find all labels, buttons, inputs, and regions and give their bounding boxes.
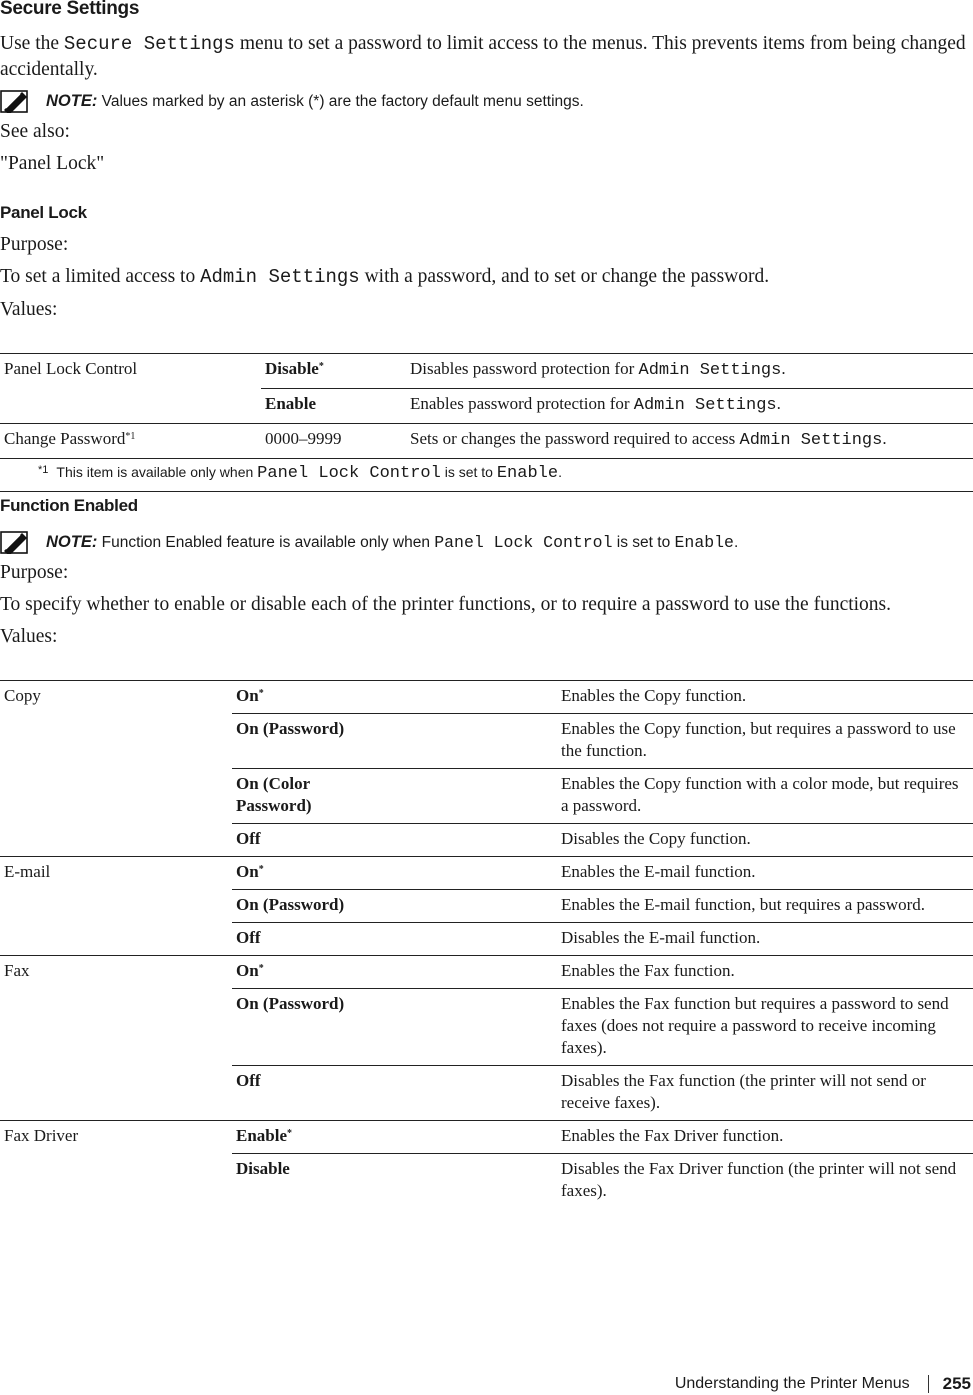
table-row — [0, 424, 973, 459]
table-cell-desc: Enables the Copy function. — [557, 681, 973, 714]
table-cell-desc: Enables the E-mail function. — [557, 857, 973, 890]
table-cell-desc: Enables the Fax function but requires a password to send faxes (does not require a password to receive incoming faxes). — [557, 989, 973, 1066]
table-cell-desc: Disables the Copy function. — [557, 824, 973, 857]
table-row — [0, 956, 973, 989]
table-row — [0, 1121, 973, 1154]
function-enabled-values-label: Values: — [0, 626, 58, 647]
table-footnote: $^{*1}$ This item is available only when Panel Lock Control is set to Enable. — [0, 459, 973, 492]
table-cell-value: Off — [232, 923, 557, 956]
function-enabled-purpose-text: To specify whether to enable or disable each of the printer functions, or to require a password to use the functions. — [0, 594, 892, 615]
note-pencil-icon — [0, 89, 30, 113]
section-intro: Use the Secure Settings menu to set a password to limit access to the menus. This prevents items from being changed accidentally. — [0, 33, 966, 80]
table-cell-item: Fax — [0, 956, 232, 1121]
table-cell-item — [0, 389, 261, 424]
table-cell-value: Disable — [232, 1154, 557, 1209]
note-function-enabled: NOTE: Function Enabled feature is available only when Panel Lock Control is set to Enable. — [0, 530, 738, 554]
table-cell-value: 0000–9999 — [261, 424, 406, 459]
table-cell-value: Off — [232, 824, 557, 857]
function-enabled-title: Function Enabled — [0, 496, 138, 515]
table-cell-item: E-mail — [0, 857, 232, 956]
table-row — [0, 354, 973, 389]
function-enabled-purpose-label: Purpose: — [0, 562, 69, 583]
footer-divider — [928, 1375, 929, 1393]
table-row — [0, 857, 973, 890]
table-cell-value: On (Password) — [232, 714, 557, 769]
table-cell-desc: Enables password protection for Admin Settings. — [406, 389, 973, 424]
note-defaults — [0, 89, 584, 113]
see-also-label: See also: — [0, 121, 70, 142]
table-cell-value: On* — [232, 956, 557, 989]
table-cell-value: On (Color Password) — [232, 769, 557, 824]
page-footer — [675, 1374, 971, 1394]
table-cell-desc: Enables the Fax function. — [557, 956, 973, 989]
note-pencil-icon — [0, 530, 30, 554]
table-cell-item: Copy — [0, 681, 232, 857]
table-cell-desc: Disables the Fax function (the printer will not send or receive faxes). — [557, 1066, 973, 1121]
panel-lock-table — [0, 353, 973, 492]
table-cell-value: Disable* — [261, 354, 406, 389]
table-cell-value: Enable — [261, 389, 406, 424]
panel-lock-purpose-label: Purpose: — [0, 234, 69, 255]
section-title: Secure Settings — [0, 0, 140, 19]
see-also-link[interactable]: "Panel Lock" — [0, 153, 105, 174]
function-enabled-table — [0, 680, 973, 1208]
panel-lock-title: Panel Lock — [0, 203, 87, 222]
footer-chapter: Understanding the Printer Menus — [674, 1375, 910, 1392]
table-cell-item: Fax Driver — [0, 1121, 232, 1209]
table-cell-desc: Enables the Fax Driver function. — [557, 1121, 973, 1154]
table-cell-desc: Disables the E-mail function. — [557, 923, 973, 956]
note-text: Values marked by an asterisk (*) are the factory default menu settings. — [97, 92, 584, 110]
table-cell-desc: Enables the Copy function, but requires a password to use the function. — [557, 714, 973, 769]
table-cell-desc: Disables the Fax Driver function (the printer will not send faxes). — [557, 1154, 973, 1209]
table-cell-value: On* — [232, 681, 557, 714]
table-cell-item: Panel Lock Control — [0, 354, 261, 389]
panel-lock-values-label: Values: — [0, 299, 58, 320]
note-label: NOTE: — [46, 532, 98, 551]
table-cell-value: On* — [232, 857, 557, 890]
table-cell-value: On (Password) — [232, 989, 557, 1066]
note-label: NOTE: — [46, 91, 98, 110]
table-cell-value: Enable* — [232, 1121, 557, 1154]
table-cell-desc: Enables the E-mail function, but requires a password. — [557, 890, 973, 923]
table-cell-desc: Disables password protection for Admin Settings. — [406, 354, 973, 389]
table-cell-value: Off — [232, 1066, 557, 1121]
table-row — [0, 681, 973, 714]
table-row — [0, 389, 973, 424]
panel-lock-purpose-text: To set a limited access to Admin Settings with a password, and to set or change the password. — [0, 266, 770, 288]
page-number: 255 — [942, 1374, 971, 1393]
table-cell-desc: Enables the Copy function with a color mode, but requires a password. — [557, 769, 973, 824]
table-cell-value: On (Password) — [232, 890, 557, 923]
table-cell-item: Change Password$^{*1}$ — [0, 424, 261, 459]
table-cell-desc: Sets or changes the password required to access Admin Settings. — [406, 424, 973, 459]
